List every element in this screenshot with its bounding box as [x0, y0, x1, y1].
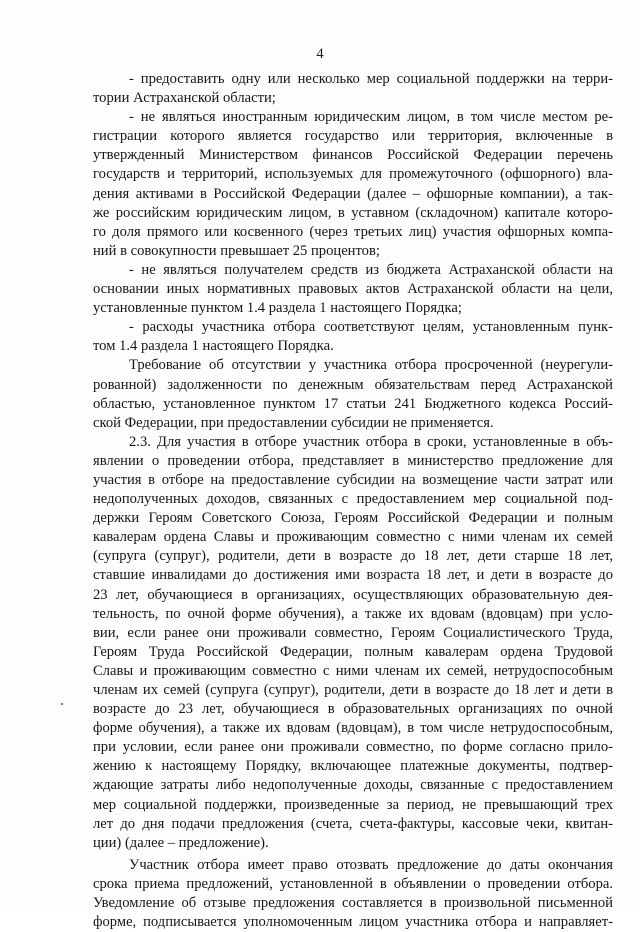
text-line: государств и территорий, используемых для промежуточного (офшорного) вла-: [93, 166, 613, 183]
text-line: тельность, по очной форме обучения), а также их вдовам (вдовцам) при усло-: [93, 605, 613, 622]
text-line: ставшие инвалидами до достижения ими возраста 18 лет, и дети в возрасте до: [93, 567, 613, 584]
text-line: форме обучения), а также их вдовам (вдовцам), в том числе нетрудоспособным,: [93, 720, 613, 737]
text-line: мер социальной поддержки, произведенные за период, не превышающий трех: [93, 796, 613, 813]
text-line: тории Астраханской области;: [93, 90, 276, 107]
text-line: 2.3. Для участия в отборе участник отбора в сроки, установленные в объ-: [129, 433, 613, 450]
text-line: ции) (далее – предложение).: [93, 834, 269, 851]
text-line: недополученных доходов, связанных с предоставлением мер социальной под-: [93, 491, 613, 508]
text-line: ний в совокупности превышает 25 процентов;: [93, 242, 380, 259]
text-line: - предоставить одну или несколько мер социальной поддержки на терри-: [129, 71, 613, 87]
text-line: установленные пунктом 1.4 раздела 1 настоящего Порядка;: [93, 300, 462, 317]
text-line: (супруга (супруг), родители, дети в возрасте до 18 лет, дети старше 18 лет,: [93, 548, 613, 565]
text-line: том 1.4 раздела 1 настоящего Порядка.: [93, 338, 334, 355]
document-body: [93, 70, 613, 932]
text-line: ждающие затраты либо недополученные доходы, связанные с предоставлением: [93, 777, 613, 794]
text-line: Участник отбора имеет право отозвать предложение до даты окончания: [129, 856, 613, 873]
text-line: гистрации которого является государство или территория, включенные в: [93, 128, 613, 145]
text-line: - не являться получателем средств из бюджета Астраханской области на: [129, 261, 613, 278]
text-line: явлении о проведении отбора, представляет в министерство предложение для: [93, 452, 613, 469]
text-line: ской Федерации, при предоставлении субсидии не применяется.: [93, 414, 494, 431]
scan-speck: [61, 703, 63, 705]
text-line: срока приема предложений, установленной в объявлении о проведении отбора.: [93, 875, 613, 892]
text-line: Славы и проживающим совместно с ними членам их семей, нетрудоспособным: [93, 662, 613, 679]
text-line: возрасте до 23 лет, обучающиеся в образовательных организациях по очной: [93, 701, 613, 718]
text-line: же российским юридическим лицом, в уставном (складочном) капитале которо-: [93, 204, 613, 221]
text-line: Героям Труда Российской Федерации, полным кавалерам ордена Трудовой: [93, 643, 613, 660]
text-line: дения активами в Российской Федерации (далее – офшорные компании), а так-: [93, 185, 613, 202]
text-line: Уведомление об отзыве предложения составляется в произвольной письменной: [93, 895, 613, 912]
text-line: - не являться иностранным юридическим лицом, в том числе местом ре-: [129, 109, 613, 126]
text-line: утвержденный Министерством финансов Российской Федерации перечень: [93, 147, 613, 164]
page-number: 4: [316, 46, 324, 62]
text-line: держки Героям Советского Союза, Героям Российской Федерации и полным: [93, 510, 613, 527]
text-line: жению к настоящему Порядку, включающее платежные документы, подтвер-: [93, 758, 613, 775]
text-line: форме, подписывается уполномоченным лицом участника отбора и направляет-: [93, 914, 613, 931]
text-line: кавалерам ордена Славы и проживающим совместно с ними членам их семей: [93, 529, 613, 546]
text-line: лет до дня подачи предложения (счета, счета-фактуры, кассовые чеки, квитан-: [93, 815, 613, 832]
text-line: участия в отборе на предоставление субсидии на возмещение части затрат или: [93, 471, 613, 488]
text-line: го доля прямого или косвенного (через третьих лиц) участия офшорных компа-: [93, 223, 613, 240]
text-line: областью, установленное пунктом 17 статьи 241 Бюджетного кодекса Россий-: [93, 395, 613, 412]
text-line: 23 лет, обучающиеся в организациях, осуществляющих образовательную дея-: [93, 586, 613, 603]
text-line: членам их семей (супруга (супруг), родители, дети в возрасте до 18 лет и дети в: [93, 682, 613, 698]
text-line: основании иных нормативных правовых актов Астраханской области на цели,: [93, 281, 613, 298]
text-line: рованной) задолженности по денежным обязательствам перед Астраханской: [93, 376, 613, 393]
text-line: Требование об отсутствии у участника отбора просроченной (неурегули-: [129, 357, 613, 374]
text-line: вии, если ранее они проживали совместно, Героям Социалистического Труда,: [93, 624, 613, 641]
text-line: - расходы участника отбора соответствуют целям, установленным пунк-: [129, 319, 613, 336]
text-line: при условии, если ранее они проживали совместно, по форме согласно прило-: [93, 739, 613, 756]
